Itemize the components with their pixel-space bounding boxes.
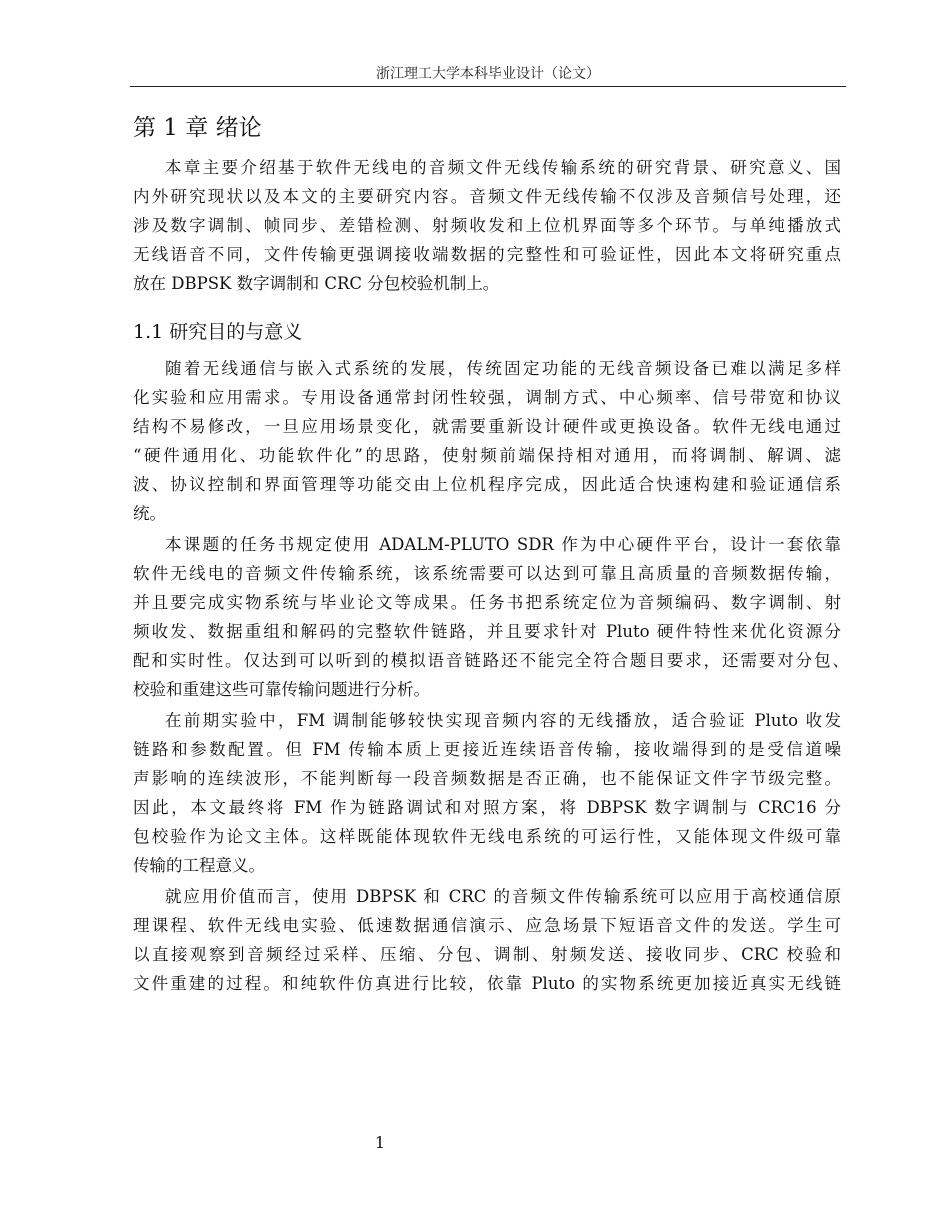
text-line: 放在 DBPSK 数字调制和 CRC 分包校验机制上。 xyxy=(133,274,500,293)
section-title: 1.1 研究目的与意义 xyxy=(133,321,303,343)
text-line: 本课题的任务书规定使用 ADALM-PLUTO SDR 作为中心硬件平台，设计一套依靠 xyxy=(165,535,841,554)
text-line: 软件无线电的音频文件传输系统，该系统需要可以达到可靠且高质量的音频数据传输， xyxy=(133,564,841,583)
chapter-title: 第 1 章 绪论 xyxy=(133,115,262,141)
text-line: 声影响的连续波形，不能判断每一段音频数据是否正确，也不能保证文件字节级完整。 xyxy=(133,769,841,788)
text-line: 化实验和应用需求。专用设备通常封闭性较强，调制方式、中心频率、信号带宽和协议 xyxy=(133,388,841,407)
text-line: 统。 xyxy=(133,504,166,523)
text-line: 文件重建的过程。和纯软件仿真进行比较，依靠 Pluto 的实物系统更加接近真实无线链 xyxy=(133,974,841,993)
text-line: 就应用价值而言，使用 DBPSK 和 CRC 的音频文件传输系统可以应用于高校通信原 xyxy=(165,887,841,906)
text-line: 波、协议控制和界面管理等功能交由上位机程序完成，因此适合快速构建和验证通信系 xyxy=(133,475,841,494)
text-line: 配和实时性。仅达到可以听到的模拟语音链路还不能完全符合题目要求，还需要对分包、 xyxy=(133,651,849,670)
text-line: 因此，本文最终将 FM 作为链路调试和对照方案，将 DBPSK 数字调制与 CRC16 分 xyxy=(133,798,841,817)
text-line: 理课程、软件无线电实验、低速数据通信演示、应急场景下短语音文件的发送。学生可 xyxy=(133,916,841,935)
text-line: 无线语音不同，文件传输更强调接收端数据的完整性和可验证性，因此本文将研究重点 xyxy=(133,245,841,264)
text-line: 随着无线通信与嵌入式系统的发展，传统固定功能的无线音频设备已难以满足多样 xyxy=(165,359,841,378)
text-line: 频收发、数据重组和解码的完整软件链路，并且要求针对 Pluto 硬件特性来优化资源分 xyxy=(133,622,841,641)
running-header: 浙江理工大学本科毕业设计（论文） xyxy=(376,66,600,82)
text-line: 涉及数字调制、帧同步、差错检测、射频收发和上位机界面等多个环节。与单纯播放式 xyxy=(133,216,841,235)
text-line: 结构不易修改，一旦应用场景变化，就需要重新设计硬件或更换设备。软件无线电通过 xyxy=(133,417,841,436)
text-line: 校验和重建这些可靠传输问题进行分析。 xyxy=(133,680,430,699)
text-line: 传输的工程意义。 xyxy=(133,856,265,875)
text-line: 在前期实验中，FM 调制能够较快实现音频内容的无线播放，适合验证 Pluto 收发 xyxy=(165,711,841,730)
text-line: 包校验作为论文主体。这样既能体现软件无线电系统的可运行性，又能体现文件级可靠 xyxy=(133,827,841,846)
page-number: 1 xyxy=(374,1133,386,1152)
header-rule xyxy=(130,86,846,87)
text-line: 以直接观察到音频经过采样、压缩、分包、调制、射频发送、接收同步、CRC 校验和 xyxy=(133,945,841,964)
text-line: “硬件通用化、功能软件化”的思路，使射频前端保持相对通用，而将调制、解调、滤 xyxy=(133,446,841,465)
text-line: 链路和参数配置。但 FM 传输本质上更接近连续语音传输，接收端得到的是受信道噪 xyxy=(133,740,841,759)
text-line: 并且要完成实物系统与毕业论文等成果。任务书把系统定位为音频编码、数字调制、射 xyxy=(133,593,841,612)
text-line: 内外研究现状以及本文的主要研究内容。音频文件无线传输不仅涉及音频信号处理，还 xyxy=(133,187,841,206)
text-line: 本章主要介绍基于软件无线电的音频文件无线传输系统的研究背景、研究意义、国 xyxy=(165,158,841,177)
